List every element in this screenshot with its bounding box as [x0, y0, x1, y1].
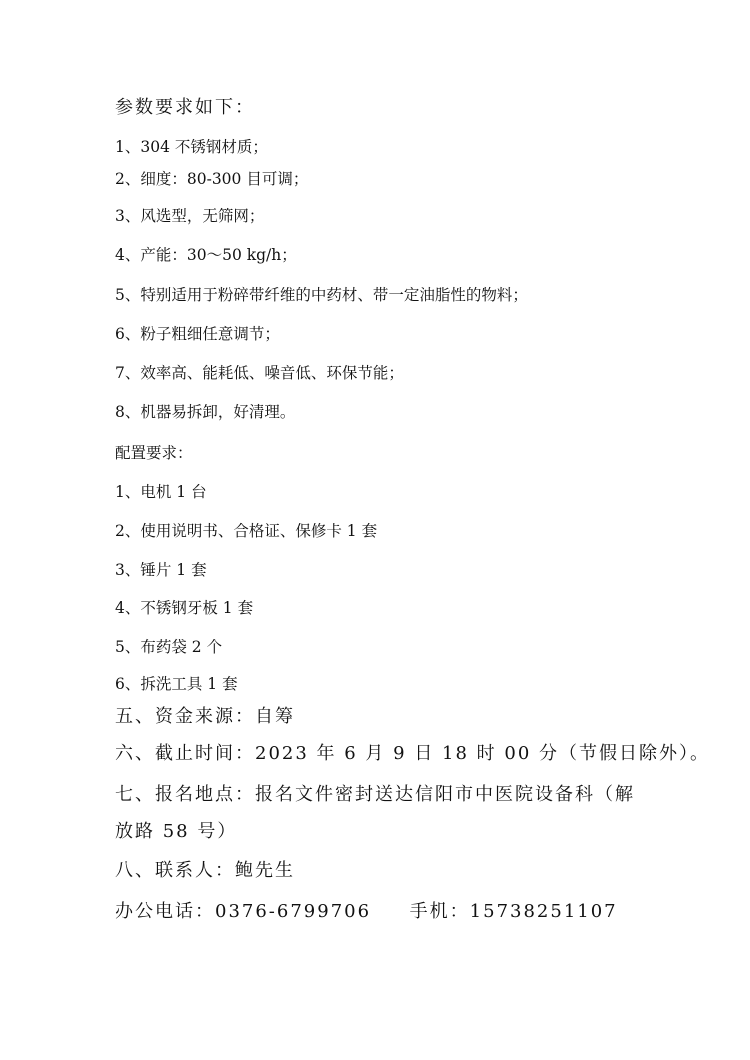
contact-phones: 办公电话：0376-6799706 手机：15738251107 — [115, 901, 618, 922]
param-item: 2、细度：80-300 目可调； — [115, 170, 309, 188]
config-item: 2、使用说明书、合格证、保修卡 1 套 — [115, 522, 378, 540]
param-item: 3、风选型，无筛网； — [115, 207, 265, 225]
contact-person: 八、联系人：鲍先生 — [115, 860, 295, 881]
param-item: 1、304 不锈钢材质； — [115, 138, 268, 156]
config-item: 4、不锈钢牙板 1 套 — [115, 599, 254, 617]
registration-location-cont: 放路 58 号） — [115, 821, 238, 842]
config-item: 3、锤片 1 套 — [115, 561, 207, 579]
param-item: 5、特别适用于粉碎带纤维的中药材、带一定油脂性的物料； — [115, 286, 528, 304]
param-item: 8、机器易拆卸，好清理。 — [115, 403, 296, 421]
param-item: 7、效率高、能耗低、噪音低、环保节能； — [115, 364, 404, 382]
config-item: 6、拆洗工具 1 套 — [115, 675, 238, 693]
params-heading: 参数要求如下： — [115, 97, 255, 118]
config-item: 5、布药袋 2 个 — [115, 638, 223, 656]
registration-location: 七、报名地点：报名文件密封送达信阳市中医院设备科（解 — [115, 784, 635, 805]
param-item: 6、粉子粗细任意调节； — [115, 325, 280, 343]
deadline: 六、截止时间：2023 年 6 月 9 日 18 时 00 分（节假日除外）。 — [115, 743, 711, 764]
funding-source: 五、资金来源：自筹 — [115, 706, 295, 727]
param-item: 4、产能：30～50 kg/h； — [115, 246, 297, 264]
config-item: 1、电机 1 台 — [115, 483, 207, 501]
config-heading: 配置要求： — [115, 444, 193, 462]
